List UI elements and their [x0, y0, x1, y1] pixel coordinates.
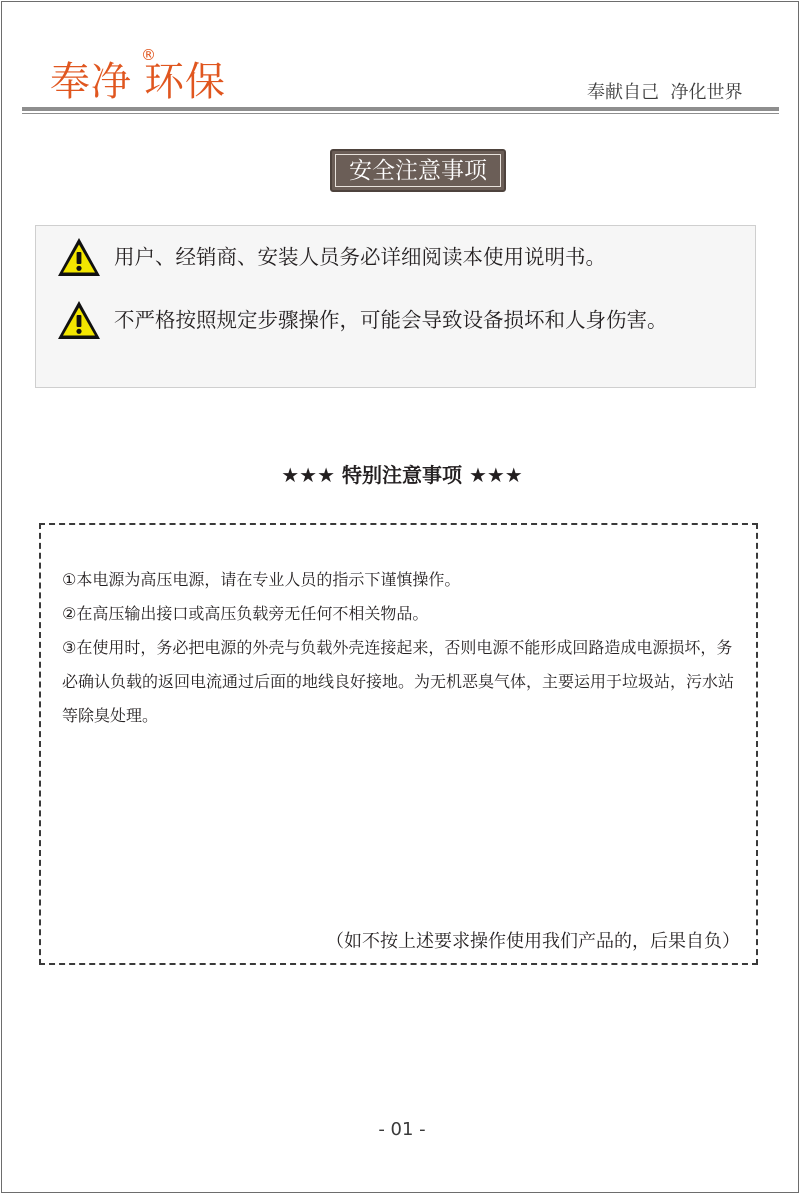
notice-item: ①本电源为高压电源，请在专业人员的指示下谨慎操作。 [62, 570, 461, 589]
disclaimer-note: （如不按上述要求操作使用我们产品的，后果自负） [326, 931, 740, 952]
warning-triangle-icon [56, 236, 102, 278]
warning-triangle-icon [56, 299, 102, 341]
special-notice-title: ★★★ 特别注意事项 ★★★ [281, 463, 523, 487]
registered-mark: ® [141, 46, 157, 64]
notice-item: ③在使用时，务必把电源的外壳与负载外壳连接起来，否则电源不能形成回路造成电源损坏，务必确认负载的返回电流通过后面的地线良好接地。为无机恶臭气体，主要运用于垃圾站，污水站等除臭处理。 [62, 638, 735, 725]
slogan: 奉献自己 净化世界 [587, 82, 743, 103]
page-number: - 01 - [378, 1119, 426, 1140]
special-notice-box [39, 523, 758, 965]
section-title-badge [330, 149, 506, 192]
logo-text-2: 环保 [144, 59, 226, 105]
page-title: 安全注意事项 [335, 154, 501, 187]
page [1, 1, 799, 1193]
warning-box [35, 225, 756, 388]
header-divider [22, 107, 779, 111]
brand-logo [50, 46, 226, 105]
notice-item: ②在高压输出接口或高压负载旁无任何不相关物品。 [62, 604, 429, 623]
warning-text: 用户、经销商、安装人员务必详细阅读本使用说明书。 [114, 245, 606, 269]
warning-text: 不严格按照规定步骤操作，可能会导致设备损坏和人身伤害。 [114, 308, 668, 332]
logo-text: 奉净 [50, 59, 132, 105]
notice-list [62, 563, 742, 733]
header-divider-thin [22, 113, 779, 114]
